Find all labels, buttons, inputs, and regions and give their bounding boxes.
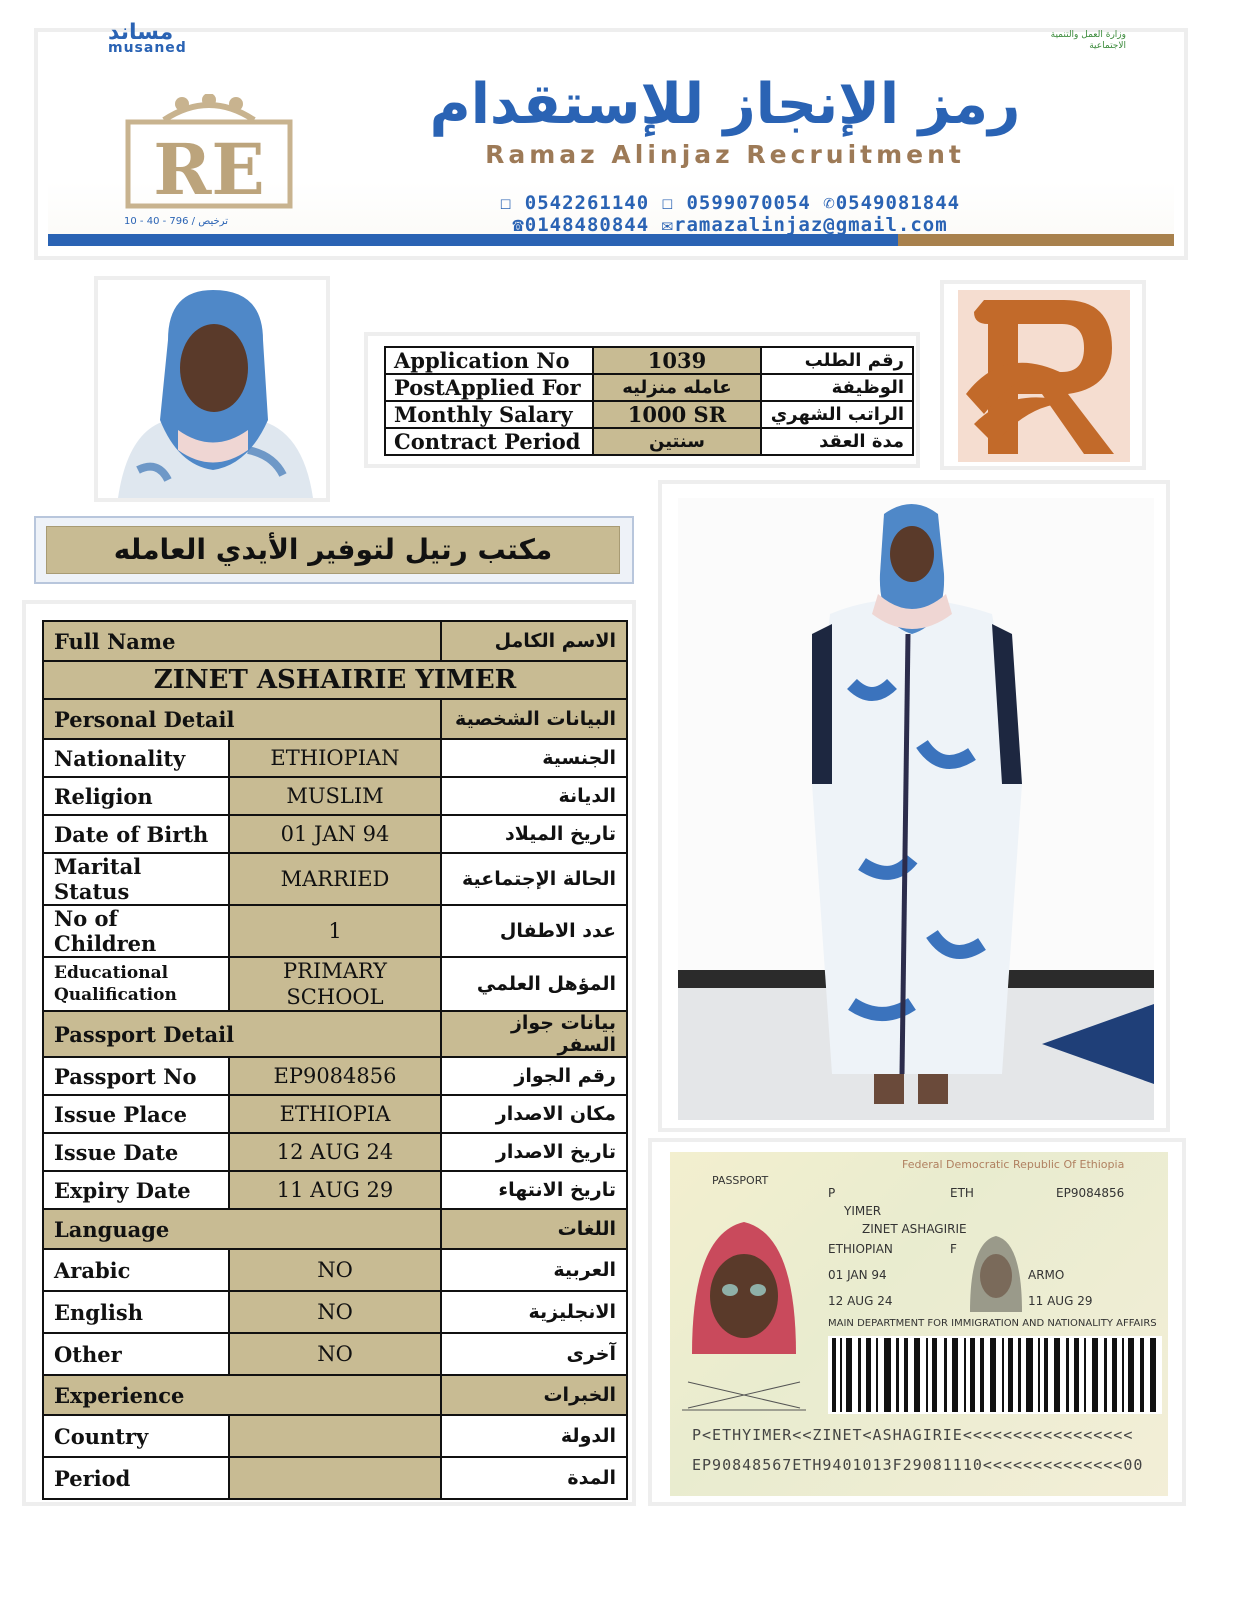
issue-date-label-ar: تاريخ الاصدار <box>441 1133 627 1171</box>
passport-detail-heading: Passport Detail <box>43 1011 441 1057</box>
passport-ghost-photo <box>966 1232 1026 1312</box>
issue-place-label-ar: مكان الاصدار <box>441 1095 627 1133</box>
table-row <box>43 1209 627 1249</box>
full-name-label-ar: الاسم الكامل <box>441 621 627 661</box>
table-row <box>43 661 627 699</box>
passport-photo <box>682 1214 806 1354</box>
passport-type-label: PASSPORT <box>712 1174 769 1187</box>
period-value <box>229 1457 441 1499</box>
arabic-label-ar: العربية <box>441 1249 627 1291</box>
education-value <box>229 957 441 1011</box>
company-title-arabic: رمز الإنجاز للإستقدام <box>429 72 1021 137</box>
full-body-photo <box>658 480 1170 1132</box>
table-row <box>385 347 913 374</box>
passport-nationality: ETHIOPIAN <box>828 1242 893 1256</box>
religion-value: MUSLIM <box>229 777 441 815</box>
other-language-label: Other <box>43 1333 229 1375</box>
phone-numbers: ☐ 0542261140 ☐ 0599070054 ✆0549081844 <box>499 192 961 214</box>
experience-heading: Experience <box>43 1375 441 1415</box>
portrait-photo <box>94 276 330 502</box>
other-language-value: NO <box>229 1333 441 1375</box>
period-label: Period <box>43 1457 229 1499</box>
passport-expiry-date: 11 AUG 29 <box>1028 1294 1093 1308</box>
table-row <box>43 1133 627 1171</box>
musaned-logo-text: musaned <box>108 40 187 56</box>
table-row <box>43 739 627 777</box>
english-label-ar: الانجليزية <box>441 1291 627 1333</box>
r-logo <box>940 280 1146 470</box>
education-label-line1: Educational <box>54 963 169 983</box>
post-applied-label-ar: الوظيفة <box>761 374 913 401</box>
passport-sex: F <box>950 1242 957 1256</box>
full-name-value: ZINET ASHAIRIE YIMER <box>43 661 627 699</box>
dob-label: Date of Birth <box>43 815 229 853</box>
language-heading-ar: اللغات <box>441 1209 627 1249</box>
svg-text:RE: RE <box>153 128 265 210</box>
religion-label-ar: الديانة <box>441 777 627 815</box>
passport-detail-heading-ar: بيانات جواز السفر <box>441 1011 627 1057</box>
office-banner <box>34 516 634 584</box>
table-row <box>43 1095 627 1133</box>
expiry-date-label: Expiry Date <box>43 1171 229 1209</box>
monthly-salary-label: Monthly Salary <box>385 401 593 428</box>
expiry-date-label-ar: تاريخ الانتهاء <box>441 1171 627 1209</box>
table-row <box>43 1249 627 1291</box>
contract-period-label-ar: مدة العقد <box>761 428 913 455</box>
issue-place-value: ETHIOPIA <box>229 1095 441 1133</box>
passport-no-label-ar: رقم الجواز <box>441 1057 627 1095</box>
passport-dob: 01 JAN 94 <box>828 1268 887 1282</box>
arabic-value: NO <box>229 1249 441 1291</box>
table-row <box>43 1333 627 1375</box>
monthly-salary-value: 1000 SR <box>593 401 761 428</box>
nationality-label: Nationality <box>43 739 229 777</box>
passport-pob: ARMO <box>1028 1268 1065 1282</box>
passport-number-scan: EP9084856 <box>1056 1186 1125 1200</box>
license-number: ترخيص / 796 - 40 - 10 <box>124 216 228 227</box>
contract-period-value: سنتين <box>593 428 761 455</box>
table-row <box>43 1415 627 1457</box>
issue-place-label: Issue Place <box>43 1095 229 1133</box>
table-row <box>385 374 913 401</box>
table-row <box>43 1291 627 1333</box>
passport-type: P <box>828 1186 836 1200</box>
children-label-ar: عدد الاطفال <box>441 905 627 957</box>
musaned-logo-arabic: مساند <box>108 20 174 45</box>
passport-barcode <box>828 1336 1162 1414</box>
passport-surname: YIMER <box>844 1204 882 1218</box>
table-row <box>43 1011 627 1057</box>
country-label: Country <box>43 1415 229 1457</box>
other-language-label-ar: آخرى <box>441 1333 627 1375</box>
education-value-line1: PRIMARY <box>283 959 387 983</box>
company-title-english: Ramaz Alinjaz Recruitment <box>485 140 965 169</box>
expiry-date-value: 11 AUG 29 <box>229 1171 441 1209</box>
ministry-logo: وزارة العمل والتنمية الاجتماعية <box>1050 30 1126 51</box>
dob-value: 01 JAN 94 <box>229 815 441 853</box>
application-no-value: 1039 <box>593 347 761 374</box>
passport-no-label: Passport No <box>43 1057 229 1095</box>
passport-given-names: ZINET ASHAGIRIE <box>862 1222 967 1236</box>
arabic-label: Arabic <box>43 1249 229 1291</box>
marital-status-label-ar: الحالة الإجتماعية <box>441 853 627 905</box>
passport-authority: MAIN DEPARTMENT FOR IMMIGRATION AND NATIONALITY AFFAIRS <box>828 1318 1157 1329</box>
experience-heading-ar: الخبرات <box>441 1375 627 1415</box>
office-title: مكتب رتيل لتوفير الأيدي العامله <box>46 526 620 574</box>
english-value: NO <box>229 1291 441 1333</box>
marital-status-label: Marital Status <box>43 853 229 905</box>
education-value-line2: SCHOOL <box>286 985 384 1009</box>
table-row <box>43 699 627 739</box>
post-applied-value: عامله منزليه <box>593 374 761 401</box>
application-no-label-ar: رقم الطلب <box>761 347 913 374</box>
issue-date-label: Issue Date <box>43 1133 229 1171</box>
dob-label-ar: تاريخ الميلاد <box>441 815 627 853</box>
country-label-ar: الدولة <box>441 1415 627 1457</box>
table-row <box>43 1171 627 1209</box>
english-label: English <box>43 1291 229 1333</box>
application-no-label: Application No <box>385 347 593 374</box>
table-row <box>43 853 627 905</box>
table-row <box>43 1457 627 1499</box>
table-row <box>43 1057 627 1095</box>
education-label-ar: المؤهل العلمي <box>441 957 627 1011</box>
re-logo <box>124 94 294 210</box>
table-row <box>43 1375 627 1415</box>
language-heading: Language <box>43 1209 441 1249</box>
passport-no-value: EP9084856 <box>229 1057 441 1095</box>
table-row <box>43 777 627 815</box>
personal-detail-heading: Personal Detail <box>43 699 441 739</box>
issue-date-value: 12 AUG 24 <box>229 1133 441 1171</box>
application-info-table <box>384 346 914 456</box>
education-label <box>43 957 229 1011</box>
contract-period-label: Contract Period <box>385 428 593 455</box>
post-applied-label: PostApplied For <box>385 374 593 401</box>
monthly-salary-label-ar: الراتب الشهري <box>761 401 913 428</box>
table-row <box>385 428 913 455</box>
full-name-label: Full Name <box>43 621 441 661</box>
application-info-box <box>364 332 920 468</box>
children-label: No of Children <box>43 905 229 957</box>
passport-country-code: ETH <box>950 1186 974 1200</box>
cv-details-table <box>42 620 628 1500</box>
education-label-line2: Qualification <box>54 985 177 1005</box>
table-row <box>43 957 627 1011</box>
passport-scan <box>648 1138 1186 1506</box>
nationality-value: ETHIOPIAN <box>229 739 441 777</box>
contact-line: ☎0148480844 ✉ramazalinjaz@gmail.com <box>512 214 948 236</box>
personal-detail-heading-ar: البيانات الشخصية <box>441 699 627 739</box>
children-value: 1 <box>229 905 441 957</box>
table-row <box>43 905 627 957</box>
passport-signature <box>682 1378 806 1412</box>
country-value <box>229 1415 441 1457</box>
passport-issue-date: 12 AUG 24 <box>828 1294 893 1308</box>
mrz-line-2: EP90848567ETH9401013F29081110<<<<<<<<<<<<<<00 <box>692 1456 1144 1474</box>
passport-header: Federal Democratic Republic Of Ethiopia <box>902 1158 1125 1171</box>
mrz-line-1: P<ETHYIMER<<ZINET<ASHAGIRIE<<<<<<<<<<<<<<<<< <box>692 1426 1134 1444</box>
nationality-label-ar: الجنسية <box>441 739 627 777</box>
table-row <box>385 401 913 428</box>
table-row <box>43 815 627 853</box>
table-row <box>43 621 627 661</box>
cv-details-panel <box>22 600 636 1506</box>
marital-status-value: MARRIED <box>229 853 441 905</box>
religion-label: Religion <box>43 777 229 815</box>
period-label-ar: المدة <box>441 1457 627 1499</box>
